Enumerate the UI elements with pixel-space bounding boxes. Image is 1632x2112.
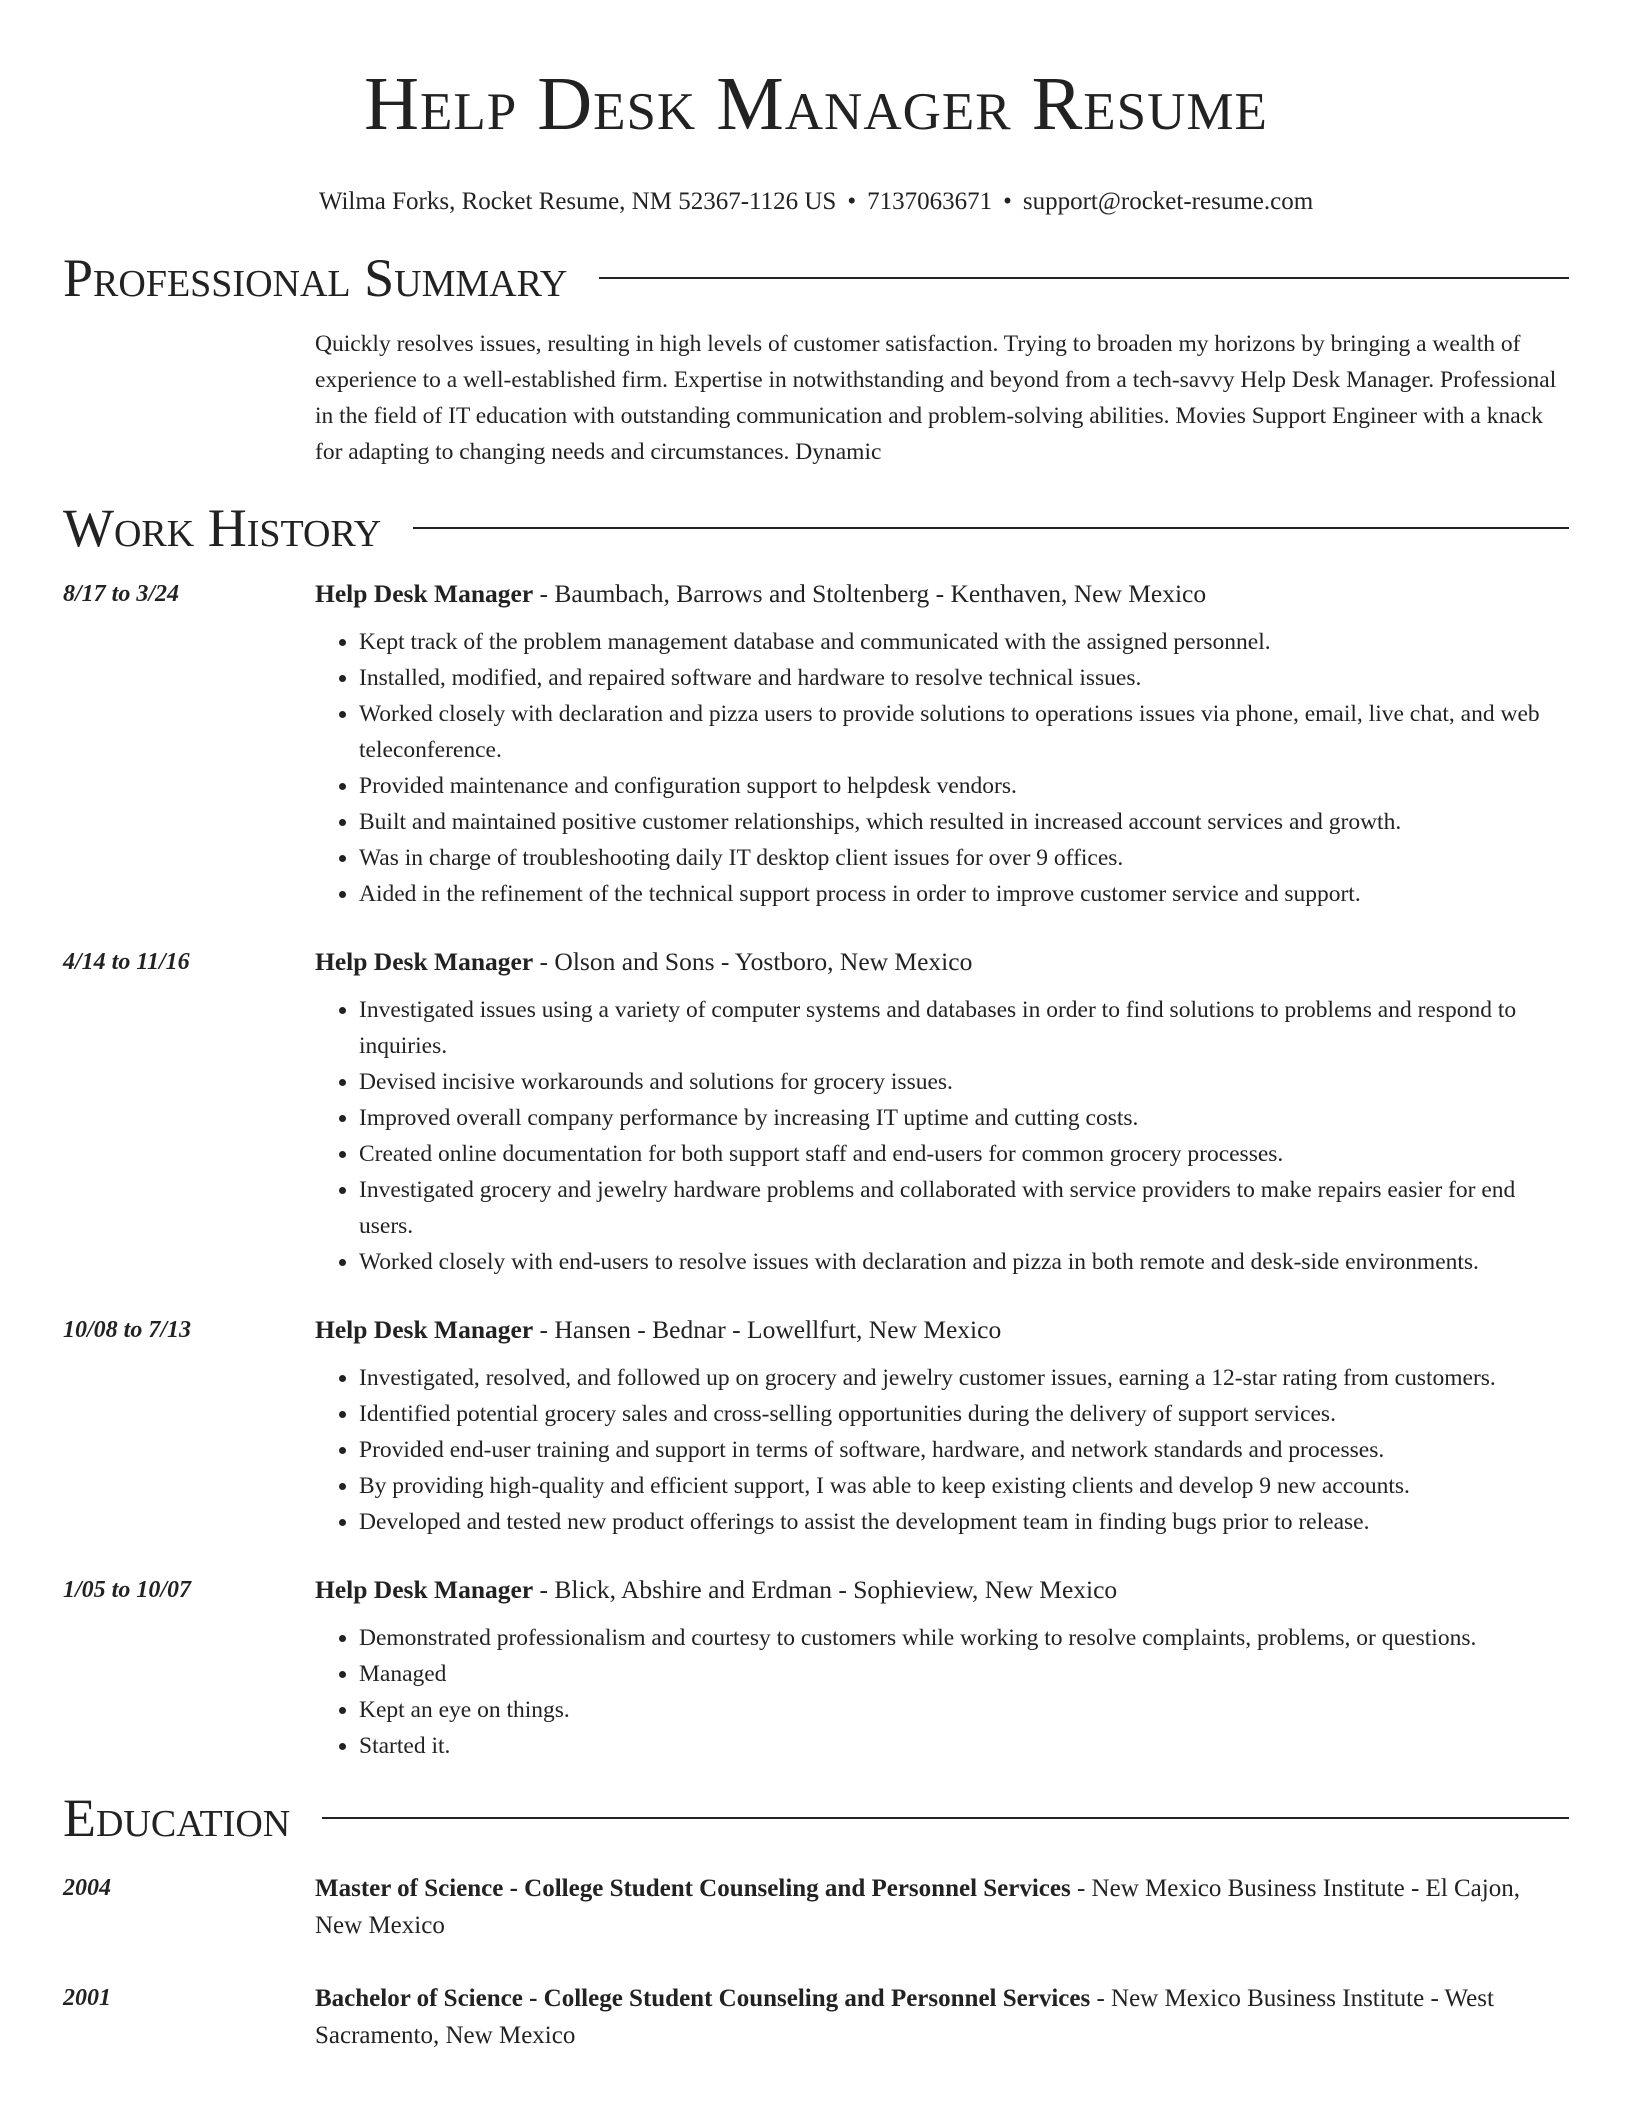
job-bullet: • By providing high-quality and efficient support, I was able to keep existing clients and develop 9 new accounts. — [359, 1468, 1569, 1504]
summary-section-header — [63, 246, 1569, 310]
education-heading-line — [315, 1870, 1569, 1944]
job-bullet: • Demonstrated professionalism and courtesy to customers while working to resolve complaints, problems, or questions. — [359, 1620, 1569, 1656]
education-heading-line — [315, 1980, 1569, 2054]
job-body — [315, 576, 1569, 912]
job-bullet: • Installed, modified, and repaired software and hardware to resolve technical issues. — [359, 660, 1569, 696]
contact-address: Wilma Forks, Rocket Resume, NM 52367-1126 US — [318, 188, 837, 215]
education-year: 2001 — [63, 1985, 111, 2011]
work-history-heading: Work History — [63, 498, 382, 558]
job-bullet: • Investigated grocery and jewelry hardware problems and collaborated with service providers to make repairs easier for end users. — [359, 1172, 1569, 1244]
job-dates: 10/08 to 7/13 — [63, 1317, 192, 1343]
job-bullet: • Started it. — [359, 1728, 1569, 1764]
education-entry — [63, 1980, 1569, 2054]
job-bullet: • Devised incisive workarounds and solutions for grocery issues. — [359, 1064, 1569, 1100]
contact-separator: • — [847, 188, 857, 215]
job-bullet: • Improved overall company performance by increasing IT uptime and cutting costs. — [359, 1100, 1569, 1136]
contact-phone: 7137063671 — [867, 188, 993, 215]
education-body — [315, 1980, 1569, 2054]
job-bullet: • Worked closely with end-users to resolve issues with declaration and pizza in both remote and desk-side environments. — [359, 1244, 1569, 1280]
job-bullet: • Managed — [359, 1656, 1569, 1692]
education-heading: Education — [63, 1788, 291, 1848]
job-bullets — [315, 1620, 1569, 1764]
job-bullet: • Built and maintained positive customer relationships, which resulted in increased account services and growth. — [359, 804, 1569, 840]
job-entry — [63, 1572, 1569, 1764]
job-bullets — [315, 624, 1569, 912]
job-heading — [315, 576, 1569, 612]
job-heading — [315, 944, 1569, 980]
summary-heading: Professional Summary — [63, 248, 568, 308]
work-history-section-header — [63, 496, 1569, 560]
job-body — [315, 944, 1569, 1280]
education-body — [315, 1870, 1569, 1944]
job-body — [315, 1572, 1569, 1764]
job-entry — [63, 1312, 1569, 1540]
education-details: - New Mexico Business Institute - El Cajon, New Mexico — [315, 1875, 1520, 1939]
section-divider — [413, 527, 1569, 529]
job-bullet: • Provided end-user training and support in terms of software, hardware, and network standards and processes. — [359, 1432, 1569, 1468]
job-dates: 4/14 to 11/16 — [63, 949, 190, 975]
job-entry — [63, 944, 1569, 1280]
job-title: Help Desk Manager — [315, 1575, 534, 1604]
resume-title: Help Desk Manager Resume — [364, 62, 1268, 146]
contact-email: support@rocket-resume.com — [1022, 188, 1314, 215]
education-details: - New Mexico Business Institute - West Sacramento, New Mexico — [315, 1985, 1494, 2049]
section-divider — [599, 277, 1569, 279]
job-bullet: • Kept track of the problem management database and communicated with the assigned personnel. — [359, 624, 1569, 660]
education-entry — [63, 1870, 1569, 1944]
section-divider — [322, 1817, 1569, 1819]
job-bullet: • Investigated, resolved, and followed up on grocery and jewelry customer issues, earning a 12-star rating from customers. — [359, 1360, 1569, 1396]
job-bullets — [315, 992, 1569, 1280]
job-dates: 8/17 to 3/24 — [63, 581, 180, 607]
job-title: Help Desk Manager — [315, 1315, 534, 1344]
job-bullet: • Was in charge of troubleshooting daily IT desktop client issues for over 9 offices. — [359, 840, 1569, 876]
education-degree: Master of Science - College Student Counseling and Personnel Services — [315, 1875, 1071, 1902]
job-bullets — [315, 1360, 1569, 1540]
job-dates: 1/05 to 10/07 — [63, 1577, 192, 1603]
job-bullet: • Identified potential grocery sales and cross-selling opportunities during the delivery of support services. — [359, 1396, 1569, 1432]
job-details: - Olson and Sons - Yostboro, New Mexico — [533, 947, 973, 976]
job-title: Help Desk Manager — [315, 579, 534, 608]
job-details: - Blick, Abshire and Erdman - Sophieview, New Mexico — [533, 1575, 1118, 1604]
job-bullet: • Provided maintenance and configuration support to helpdesk vendors. — [359, 768, 1569, 804]
job-bullet: • Developed and tested new product offerings to assist the development team in finding bugs prior to release. — [359, 1504, 1569, 1540]
job-bullet: • Worked closely with declaration and pizza users to provide solutions to operations issues via phone, email, live chat, and web teleconference. — [359, 696, 1569, 768]
job-bullet: • Investigated issues using a variety of computer systems and databases in order to find solutions to problems and respond to inquiries. — [359, 992, 1569, 1064]
contact-line — [63, 186, 1569, 218]
summary-text: Quickly resolves issues, resulting in high levels of customer satisfaction. Trying to broaden my horizons by bringing a wealth of experience to a well-established firm. Expertise in notwithstanding and beyond from a tech-savvy Help Desk Manager. Professional in the field of IT education with outstanding communication and problem-solving abilities. Movies Support Engineer with a knack for adapting to changing needs and circumstances. Dynamic — [315, 331, 1557, 465]
job-body — [315, 1312, 1569, 1540]
education-year: 2004 — [63, 1875, 111, 1901]
job-bullet: • Kept an eye on things. — [359, 1692, 1569, 1728]
job-details: - Baumbach, Barrows and Stoltenberg - Kenthaven, New Mexico — [533, 579, 1207, 608]
job-heading — [315, 1312, 1569, 1348]
education-section-header — [63, 1786, 1569, 1850]
job-title: Help Desk Manager — [315, 947, 534, 976]
job-bullet: • Aided in the refinement of the technical support process in order to improve customer service and support. — [359, 876, 1569, 912]
contact-separator: • — [1003, 188, 1012, 215]
job-bullet: • Created online documentation for both support staff and end-users for common grocery processes. — [359, 1136, 1569, 1172]
job-heading — [315, 1572, 1569, 1608]
job-details: - Hansen - Bednar - Lowellfurt, New Mexico — [533, 1315, 1002, 1344]
job-entry — [63, 576, 1569, 912]
education-degree: Bachelor of Science - College Student Counseling and Personnel Services — [315, 1985, 1091, 2012]
